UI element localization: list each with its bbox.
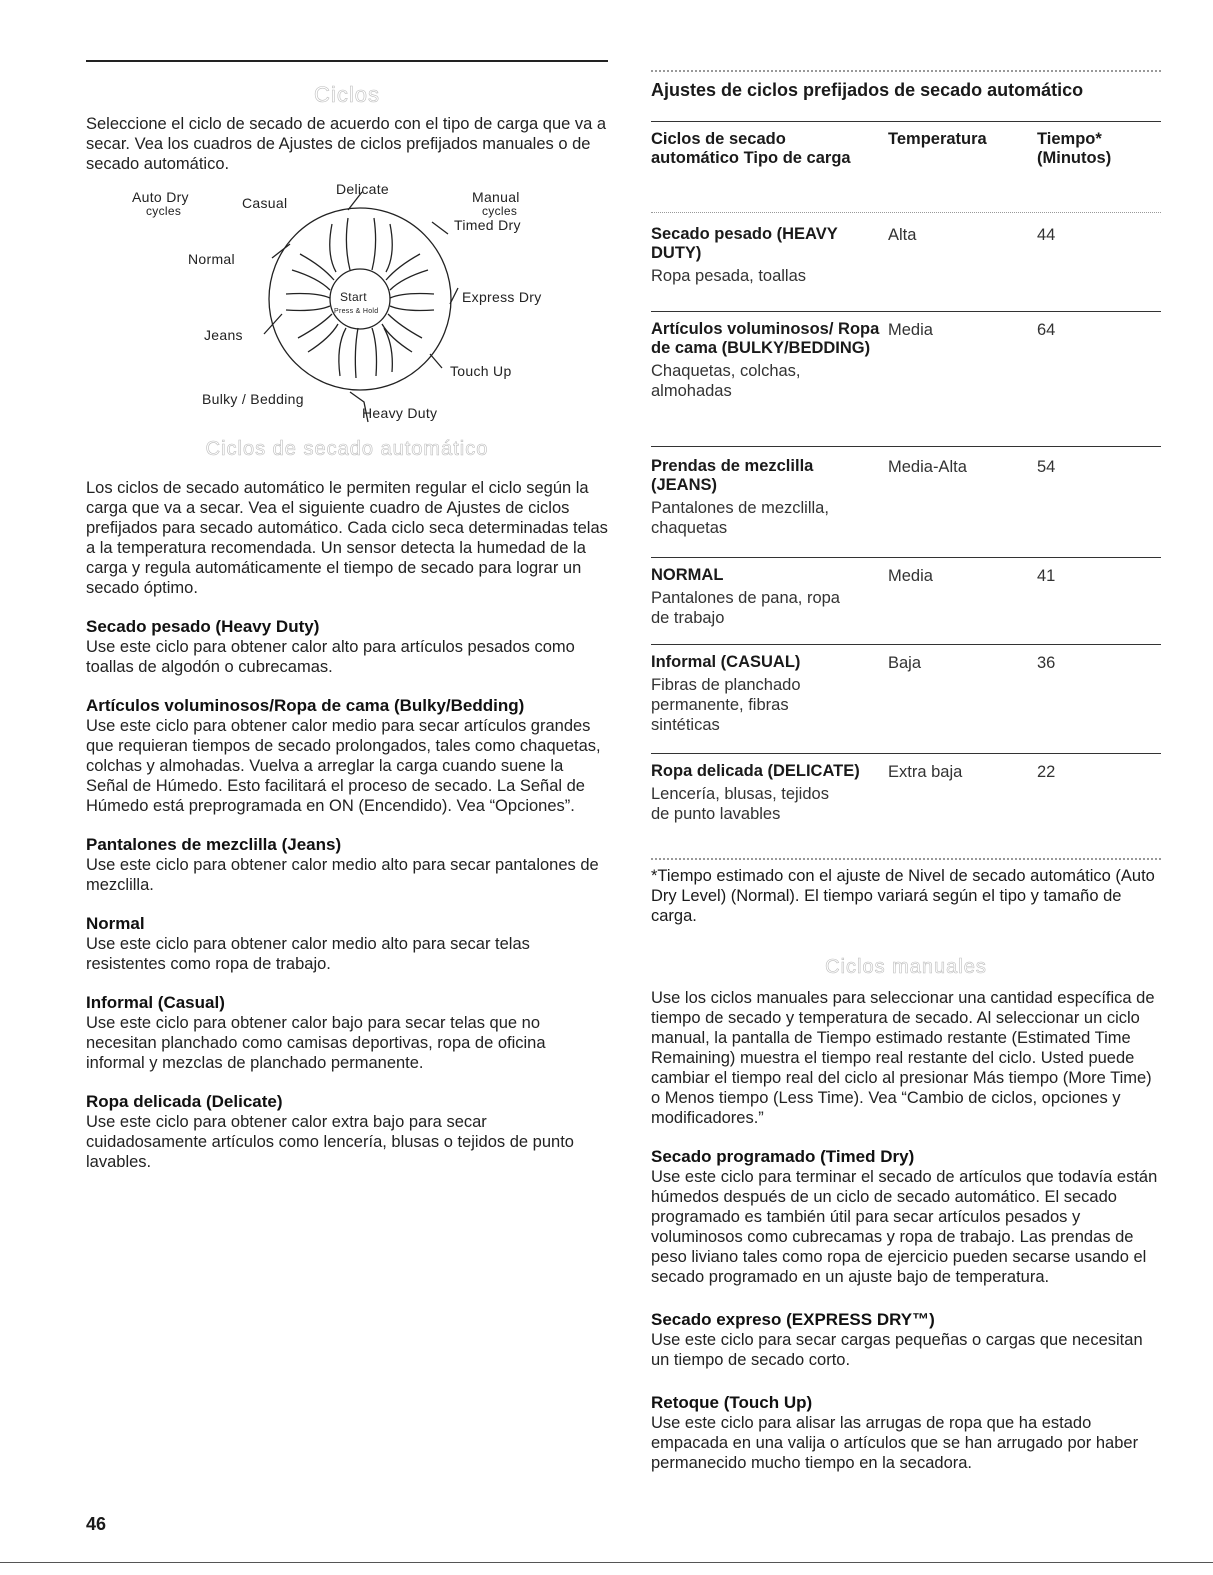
table-header xyxy=(651,130,1161,196)
dial-label-auto-dry: Auto Dry xyxy=(132,189,189,205)
dial-label-manual-cycles: cycles xyxy=(482,204,518,218)
dial-label-heavy-duty: Heavy Duty xyxy=(362,405,438,421)
table-row xyxy=(651,762,1161,858)
dial-label-timed-dry: Timed Dry xyxy=(454,217,521,233)
cycle-temperature: Media-Alta xyxy=(888,458,967,476)
cycle-load: Fibras de planchado permanente, fibras sintéticas xyxy=(651,676,801,734)
section-heading: Ropa delicada (Delicate) xyxy=(86,1092,283,1111)
cycle-time: 41 xyxy=(1037,567,1056,585)
dial-label-press-hold: Press & Hold xyxy=(334,308,379,315)
cycle-name: Informal (CASUAL) xyxy=(651,653,801,671)
page-number: 46 xyxy=(86,1514,107,1534)
right-column xyxy=(651,70,1161,1473)
cycle-time: 36 xyxy=(1037,654,1056,672)
section-touch-up xyxy=(651,1392,1161,1473)
table-title: Ajustes de ciclos prefijados de secado automático xyxy=(651,80,1084,100)
dial-label-manual: Manual xyxy=(472,189,520,205)
cycle-temperature: Alta xyxy=(888,226,917,244)
table-header-rule xyxy=(651,121,1161,122)
section-bulky-bedding xyxy=(86,695,608,816)
dial-label-bulky-bedding: Bulky / Bedding xyxy=(202,391,304,407)
section-text: Use este ciclo para secar cargas pequeñas o cargas que necesitan un tiempo de secado corto. xyxy=(651,1331,1143,1369)
dial-label-touch-up: Touch Up xyxy=(450,363,512,379)
cycle-time: 64 xyxy=(1037,321,1056,339)
cycle-temperature: Extra baja xyxy=(888,763,963,781)
section-express-dry xyxy=(651,1309,1161,1370)
cycle-time: 22 xyxy=(1037,763,1056,781)
cycle-name: Prendas de mezclilla (JEANS) xyxy=(651,457,814,494)
section-text: Use este ciclo para terminar el secado de artículos que todavía están húmedos después de un ciclo de secado automático. El secado programado es también útil para secar artículos pesados y voluminosos como cubrecamas y ropa de trabajo. Las prendas de peso liviano tales como ropa de ejercicio pueden secarse usando el secado programado en un ajuste bajo de temperatura. xyxy=(651,1168,1158,1286)
section-text: Use este ciclo para obtener calor medio alto para secar telas resistentes como ropa de trabajo. xyxy=(86,935,530,973)
cycle-load: Pantalones de mezclilla, chaquetas xyxy=(651,499,829,537)
table-bottom-rule xyxy=(651,858,1161,860)
cycle-time: 54 xyxy=(1037,458,1056,476)
left-column xyxy=(86,60,608,1172)
table-row xyxy=(651,566,1161,644)
section-heading: Secado pesado (Heavy Duty) xyxy=(86,617,320,636)
section-text: Use este ciclo para obtener calor extra bajo para secar cuidadosamente artículos como lencería, blusas o tejidos de punto lavables. xyxy=(86,1113,574,1171)
manual-text: Use los ciclos manuales para seleccionar una cantidad específica de tiempo de secado y temperatura de secado. Al seleccionar un ciclo manual, la pantalla de Tiempo estimado restante (Estimated Time Remaining) muestra el tiempo real restante del ciclo. Usted puede cambiar el tiempo real del ciclo al presionar Más tiempo (More Time) o Menos tiempo (Less Time). Vea “Cambio de ciclos, opciones y modificadores.” xyxy=(651,989,1155,1127)
section-jeans xyxy=(86,834,608,895)
header-divider xyxy=(651,212,1161,213)
dial-label-start: Start xyxy=(340,290,367,304)
section-heavy-duty xyxy=(86,616,608,677)
cycle-temperature: Media xyxy=(888,567,933,585)
section-text: Use este ciclo para obtener calor alto para artículos pesados como toallas de algodón o cubrecamas. xyxy=(86,638,575,676)
section-heading: Informal (Casual) xyxy=(86,993,225,1012)
top-rule xyxy=(86,60,608,62)
header-temperature: Temperatura xyxy=(888,130,987,148)
header-time: Tiempo* (Minutos) xyxy=(1037,130,1112,167)
dial-label-casual: Casual xyxy=(242,195,288,211)
cycle-name: Artículos voluminosos/ Ropa de cama (BULKY/BEDDING) xyxy=(651,320,880,357)
cycle-dial-diagram xyxy=(86,181,608,436)
cycle-load: Chaquetas, colchas, almohadas xyxy=(651,362,801,400)
header-cycles: Ciclos de secado automático Tipo de carga xyxy=(651,130,851,167)
bottom-rule xyxy=(0,1562,1213,1563)
dial-label-express-dry: Express Dry xyxy=(462,289,542,305)
cycle-temperature: Media xyxy=(888,321,933,339)
table-row xyxy=(651,457,1161,557)
cycle-name: Ropa delicada (DELICATE) xyxy=(651,762,860,780)
section-heading: Secado programado (Timed Dry) xyxy=(651,1147,915,1166)
cycle-name: Secado pesado (HEAVY DUTY) xyxy=(651,225,838,262)
intro-text: Seleccione el ciclo de secado de acuerdo con el tipo de carga que va a secar. Vea los cuadros de Ajustes de ciclos prefijados manuales o de secado automático. xyxy=(86,115,607,173)
cycle-load: Lencería, blusas, tejidos de punto lavables xyxy=(651,785,829,823)
section-normal xyxy=(86,913,608,974)
section-text: Use este ciclo para obtener calor bajo para secar telas que no necesitan planchado como camisas deportivas, ropa de oficina informal y mezclas de planchado permanente. xyxy=(86,1014,546,1072)
table-footnote: *Tiempo estimado con el ajuste de Nivel de secado automático (Auto Dry Level) (Normal). El tiempo variará según el tipo y tamaño de carga. xyxy=(651,867,1155,925)
dial-label-auto-dry-cycles: cycles xyxy=(146,204,182,218)
table-row xyxy=(651,653,1161,753)
section-text: Use este ciclo para alisar las arrugas de ropa que ha estado empacada en una valija o artículos que se han arrugado por haber permanecido mucho tiempo en la secadora. xyxy=(651,1414,1139,1472)
table-row xyxy=(651,225,1161,311)
section-heading: Retoque (Touch Up) xyxy=(651,1393,813,1412)
section-heading: Artículos voluminosos/Ropa de cama (Bulky/Bedding) xyxy=(86,696,525,715)
dial-label-jeans: Jeans xyxy=(204,327,243,343)
section-text: Use este ciclo para obtener calor medio para secar artículos grandes que requieran tiempos de secado prolongados, tales como chaquetas, colchas y almohadas. Vuelva a arreglar la carga cuando suene la Señal de Húmedo. Esto facilitará el proceso de secado. La Señal de Húmedo está preprogramada en ON (Encendido). Vea “Opciones”. xyxy=(86,717,601,815)
cycle-temperature: Baja xyxy=(888,654,922,672)
section-timed-dry xyxy=(651,1146,1161,1287)
section-heading: Normal xyxy=(86,914,145,933)
subtitle-auto-dry: Ciclos de secado automático xyxy=(205,438,489,460)
table-top-rule xyxy=(651,70,1161,72)
auto-dry-text: Los ciclos de secado automático le permiten regular el ciclo según la carga que va a secar. Vea el siguiente cuadro de Ajustes de ciclos prefijados para secado automático. Cada ciclo seca determinadas telas a la temperatura recomendada. Un sensor detecta la humedad de la carga y regula automáticamente el tiempo de secado para lograr un secado óptimo. xyxy=(86,479,608,597)
section-title-manual: Ciclos manuales xyxy=(825,956,987,978)
section-title-ciclos: Ciclos xyxy=(314,82,380,107)
table-row xyxy=(651,320,1161,446)
cycle-time: 44 xyxy=(1037,226,1056,244)
section-heading: Secado expreso (EXPRESS DRY™) xyxy=(651,1310,935,1329)
cycle-load: Pantalones de pana, ropa de trabajo xyxy=(651,589,840,627)
section-casual xyxy=(86,992,608,1073)
section-text: Use este ciclo para obtener calor medio alto para secar pantalones de mezclilla. xyxy=(86,856,599,894)
cycle-name: NORMAL xyxy=(651,566,724,584)
section-delicate xyxy=(86,1091,608,1172)
dial-label-delicate: Delicate xyxy=(336,181,389,197)
dial-label-normal: Normal xyxy=(188,251,235,267)
section-heading: Pantalones de mezclilla (Jeans) xyxy=(86,835,342,854)
cycle-load: Ropa pesada, toallas xyxy=(651,267,807,285)
